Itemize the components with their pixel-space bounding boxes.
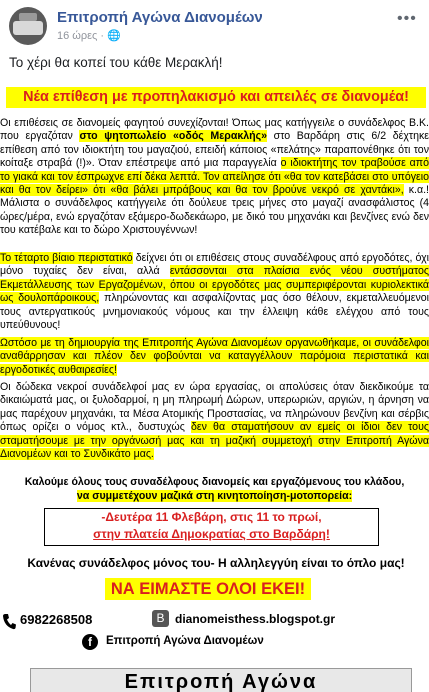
footer-title: Επιτροπή Αγώνα [30,668,412,692]
post-author[interactable]: Επιτροπή Αγώνα Διανομέων [57,9,263,26]
phone-number: 6982268508 [20,612,93,627]
p1-text-c: στο Βαρδάρη στις 6/2 δέχτηκε επίθεση από τον ιδιοκτήτη του μαγαζιού, επειδή κάποιος «πελάτης» παραπονέθηκε ότι τον κοίταξε στραβά (!)». Όταν επέστρεψε από μια παραγγελία [0,130,429,170]
p1-highlight-d: ο ιδιοκτήτης τον τραβούσε από το γιακά και τον έσπρωχνε επί δέκα λεπτά. Τον απείλησε ότι «θα τον κατεβάσει στο υπόγειο και θα τον δείρει» ότι «θα βάλει μπράβους και θα τον βρούνε νεκρό σε χαντάκι», [0,157,429,197]
p1-text-a: Οι επιθέσεις σε διανομείς φαγητού συνεχίζονται! Όπως μας κατήγγειλε ο συνάδελφος Β.Κ. που εργαζόταν [0,117,429,143]
flyer-paragraph-1 [0,117,429,238]
more-dots-icon[interactable]: ••• [397,10,417,27]
blogger-icon: B [152,610,169,627]
flyer-paragraph-2 [0,252,429,332]
post-text: Το χέρι θα κοπεί του κάθε Μερακλή! [9,55,223,70]
facebook-page-name: Επιτροπή Αγώνα Διανομέων [106,635,264,647]
post-image[interactable] [0,80,429,691]
event-place: στην πλατεία Δημοκρατίας στο Βαρδάρη! [93,527,330,541]
facebook-icon: f [82,634,98,650]
event-date: -Δευτέρα 11 Φλεβάρη, στις 11 το πρωί, [101,510,322,524]
avatar[interactable] [9,7,47,45]
timestamp-text[interactable]: 16 ώρες · [57,30,105,42]
flyer-paragraph-3 [0,337,429,377]
p4-text-a: Οι δώδεκα νεκροί συνάδελφοί μας εν ώρα εργασίας, οι απολύσεις όταν διεκδικούμε τα δικαιώματά μας, οι ξυλοδαρμοί, η μη πληρωμή Δώρων, υπερωριών, αργιών, η άρνηση να μας παρέχουν μηχανάκι, τα Μέσα Ατομικής Προστασίας, να πληρώνουν βενζίνη και σέρβις όπως ορίζει ο νόμος κτλ., δυστυχώς [0,381,429,434]
globe-icon: 🌐 [107,30,121,42]
p4-highlight-b: δεν θα σταματήσουν αν εμείς οι ίδιοι δεν τους σταματήσουμε με την οργάνωσή μας και τη μαζική συμμετοχή στην Επιτροπή Αγώνα Διανομέων και το Συνδικάτο μας. [0,421,429,461]
p2-text-b: δείχνει ότι οι επιθέσεις στους συναδέλφους από εργοδότες, όχι μόνο τυχαίες δεν είναι, αλλά [0,252,429,278]
p2-highlight-c: εντάσσονται στα πλαίσια ενός νέου συστήματος Εκμετάλλευσης των Εργαζομένων, όπου οι εργοδότες μας συμπεριφέρονται κυριολεκτικά ως δουλοπάροικους, [0,265,429,305]
p2-highlight-a: Το τέταρτο βίαιο περιστατικό [0,252,133,264]
blog-url: dianomeisthess.blogspot.gr [175,612,336,626]
p3-highlight: Ωστόσο με τη δημιουργία της Επιτροπής Αγώνα Διανομέων οργανωθήκαμε, οι συνάδελφοι αναθάρρησαν και πλέον δεν φοβούνται να καταγγέλλουν παρόμοια περιστατικά και εργοδοτικές αυθαιρεσίες! [0,337,429,376]
solidarity-slogan: Κανένας συνάδελφος μόνος του- Η αλληλεγγύη είναι το όπλο μας! [27,556,405,570]
call-line-2 [8,490,421,503]
call-banner: ΝΑ ΕΙΜΑΣΤΕ ΟΛΟΙ ΕΚΕΙ! [105,578,311,600]
post-header [0,0,429,48]
call-line-1: Καλούμε όλους τους συναδέλφους διανομείς και εργαζόμενους του κλάδου, [24,476,405,488]
flyer-paragraph-4 [0,381,429,461]
p1-text-e: κ.α.! Μάλιστα ο συνάδελφος κατήγγειλε ότι δούλευε τρεις μήνες στο μαγαζί ανασφάλιστος (4 ώρες/μέρα, ενώ εργαζόταν εξάμερο-δωδεκάωρο, με δικό του μηχανάκι και βενζίνες ενώ δεν του κατέβαλε και το δώρο Χριστουγέννων! [0,184,429,237]
event-box [44,508,379,546]
p2-text-d: πληρώνοντας και ασφαλίζοντας μας όσο θέλουν, εκμεταλλευόμενοι τους αντεργατικούς μνημονιακούς νόμους και την έλλειψη κάθε ελέγχου από τους υπεύθυνους! [0,292,429,332]
p1-highlight-b: στο ψητοπωλείο «οδός Μερακλής» [79,130,268,143]
flyer-headline: Νέα επίθεση με προπηλακισμό και απειλές σε διανομέα! [6,87,426,108]
post-timestamp[interactable] [57,29,121,42]
phone-icon [2,613,16,630]
call-line-2-text: να συμμετέχουν μαζικά στη κινητοποίηση-μοτοπορεία: [76,490,353,502]
